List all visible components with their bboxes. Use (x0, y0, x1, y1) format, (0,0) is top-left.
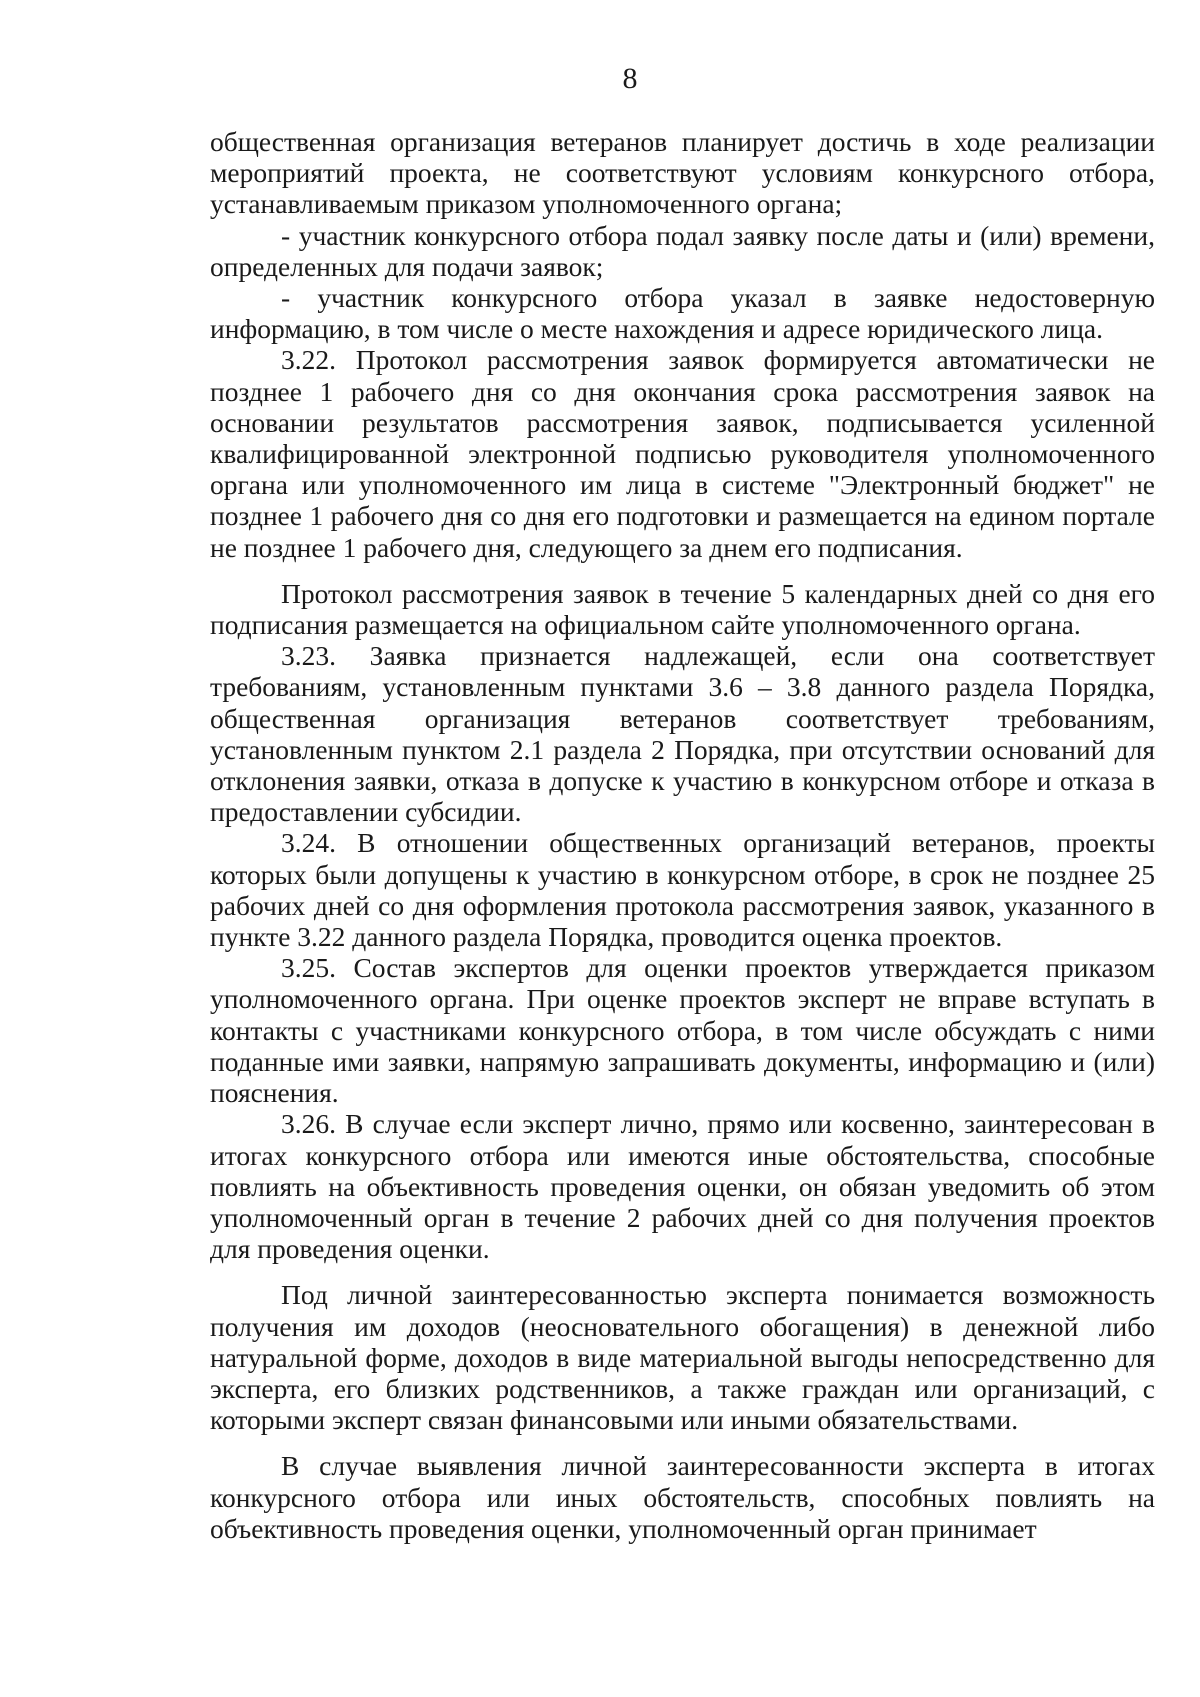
list-item-late-application: - участник конкурсного отбора подал заявку после даты и (или) времени, определенных для подачи заявок; (210, 219, 1155, 282)
paragraph-protocol-publication: Протокол рассмотрения заявок в течение 5 календарных дней со дня его подписания размещается на официальном сайте уполномоченного органа. (210, 577, 1155, 641)
document-body (210, 126, 1155, 1544)
clause-3-25: 3.25. Состав экспертов для оценки проектов утверждается приказом уполномоченного органа. При оценке проектов эксперт не вправе вступать в контакты с участниками конкурсного отбора, в том числе обсуждать с ними поданные ими заявки, напрямую запрашивать документы, информацию и (или) пояснения. (210, 952, 1155, 1109)
paragraph-personal-interest: Под личной заинтересованностью эксперта понимается возможность получения им доходов (неосновательного обогащения) в денежной либо натуральной форме, доходов в виде материальной выгоды непосредственно для эксперта, его близких родственников, а также граждан или организаций, с которыми эксперт связан финансовыми или иными обязательствами. (210, 1279, 1155, 1436)
clause-3-26: 3.26. В случае если эксперт лично, прямо или косвенно, заинтересован в итогах конкурсного отбора или имеются иные обстоятельства, способные повлиять на объективность проведения оценки, он обязан уведомить об этом уполномоченный орган в течение 2 рабочих дней со дня получения проектов для проведения оценки. (210, 1108, 1155, 1265)
clause-3-23: 3.23. Заявка признается надлежащей, если она соответствует требованиям, установленным пунктами 3.6 – 3.8 данного раздела Порядка, общественная организация ветеранов соответствует требованиям, установленным пунктом 2.1 раздела 2 Порядка, при отсутствии оснований для отклонения заявки, отказа в допуске к участию в конкурсном отборе и отказа в предоставлении субсидии. (210, 640, 1155, 828)
paragraph-continuation: общественная организация ветеранов планирует достичь в ходе реализации мероприятий проекта, не соответствуют условиям конкурсного отбора, устанавливаемым приказом уполномоченного органа; (210, 126, 1155, 220)
clause-3-24: 3.24. В отношении общественных организаций ветеранов, проекты которых были допущены к участию в конкурсном отборе, в срок не позднее 25 рабочих дней со дня оформления протокола рассмотрения заявок, указанного в пункте 3.22 данного раздела Порядка, проводится оценка проектов. (210, 827, 1155, 953)
page-number: 8 (622, 62, 638, 95)
paragraph-interest-detection: В случае выявления личной заинтересованности эксперта в итогах конкурсного отбора или иных обстоятельств, способных повлиять на объективность проведения оценки, уполномоченный орган принимает (210, 1450, 1155, 1544)
clause-3-22: 3.22. Протокол рассмотрения заявок формируется автоматически не позднее 1 рабочего дня со дня окончания срока рассмотрения заявок на основании результатов рассмотрения заявок, подписывается усиленной квалифицированной электронной подписью руководителя уполномоченного органа или уполномоченного им лица в системе "Электронный бюджет" не позднее 1 рабочего дня со дня его подготовки и размещается на едином портале не позднее 1 рабочего дня, следующего за днем его подписания. (210, 344, 1155, 563)
list-item-false-information: - участник конкурсного отбора указал в заявке недостоверную информацию, в том числе о месте нахождения и адресе юридического лица. (210, 282, 1155, 345)
